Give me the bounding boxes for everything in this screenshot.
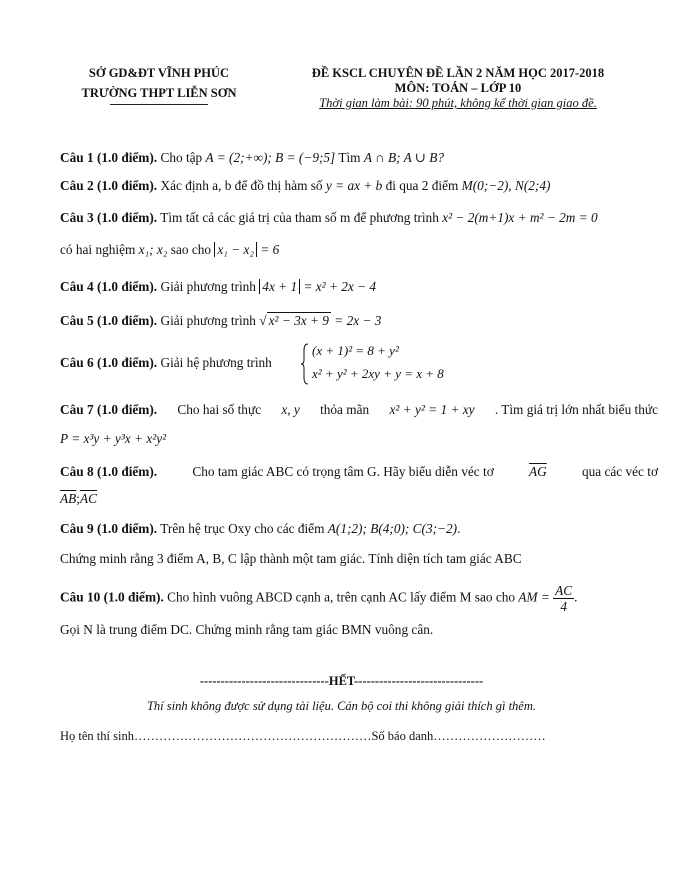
fraction-numerator: AC xyxy=(555,583,573,598)
question-8-line2 xyxy=(60,491,97,507)
question-10-line2 xyxy=(60,622,433,638)
question-math: A(1;2); B(4;0); C(3;−2) xyxy=(327,521,458,536)
question-text: Gọi N là trung điểm DC. Chứng minh rằng tam giác BMN vuông cân. xyxy=(60,622,434,637)
question-text: . xyxy=(457,521,461,536)
question-text: Giải phương trình xyxy=(160,313,256,328)
question-9-line2 xyxy=(60,551,522,567)
sqrt-expression: √ x² − 3x + 9 xyxy=(259,313,329,328)
question-math: x₁; x₂ xyxy=(138,242,168,257)
question-2 xyxy=(60,178,550,194)
absolute-value-expression: x₁ − x₂ xyxy=(214,242,257,257)
question-text: có hai nghiệm xyxy=(60,242,136,257)
question-math: x, y xyxy=(281,402,300,417)
question-text: Giải phương trình xyxy=(160,279,256,294)
question-text: Tìm tất cả các giá trị của tham số m để phương trình xyxy=(160,210,439,225)
question-label: Câu 6 (1.0 điểm). xyxy=(60,355,158,370)
question-1 xyxy=(60,150,444,166)
question-math: x² + y² = 1 + xy xyxy=(389,402,475,417)
question-text: Xác định a, b để đồ thị hàm số xyxy=(160,178,323,193)
fraction xyxy=(553,583,574,614)
question-label: Câu 10 (1.0 điểm). xyxy=(60,589,164,605)
question-9 xyxy=(60,521,460,537)
question-text: Giải hệ phương trình xyxy=(160,355,272,370)
vector-symbol: $\overline{AB}$ xyxy=(60,491,77,506)
question-text: qua các véc tơ xyxy=(581,464,658,479)
org-name-line1: SỞ GD&ĐT VĨNH PHÚC xyxy=(88,66,230,80)
question-7-line2 xyxy=(60,431,166,447)
question-text: . xyxy=(574,589,578,605)
exam-subject: MÔN: TOÁN – LỚP 10 xyxy=(394,81,522,95)
question-math: M(0;−2), N(2;4) xyxy=(461,178,551,193)
question-text: Tìm xyxy=(338,150,361,165)
question-math: y = ax + b xyxy=(325,178,383,193)
fraction-denominator: 4 xyxy=(560,599,567,614)
question-3 xyxy=(60,210,598,226)
candidate-info-line: Họ tên thí sinh…………………………………………………Số báo danh……………………… xyxy=(60,729,546,743)
question-text: sao cho xyxy=(170,242,212,257)
question-text: đi qua 2 điểm xyxy=(385,178,459,193)
question-text: Cho hai số thực xyxy=(177,402,262,417)
vector-symbol: $\overline{AG}$ xyxy=(528,464,547,479)
question-math: AM = xyxy=(518,589,550,605)
vector-symbol: $\overline{AC}$ xyxy=(79,491,97,506)
separator: ; xyxy=(76,491,80,506)
question-math: x² − 2(m+1)x + m² − 2m = 0 xyxy=(442,210,598,225)
question-math: P = x³y + y³x + x²y² xyxy=(60,431,167,446)
header-rule xyxy=(110,104,208,105)
org-name-line2: TRƯỜNG THPT LIỄN SƠN xyxy=(81,86,237,100)
system-equation-2: x² + y² + 2xy + y = x + 8 xyxy=(312,366,444,381)
question-label: Câu 9 (1.0 điểm). xyxy=(60,521,158,536)
question-label: Câu 7 (1.0 điểm). xyxy=(60,402,158,417)
question-label: Câu 4 (1.0 điểm). xyxy=(60,279,158,294)
question-label: Câu 5 (1.0 điểm). xyxy=(60,313,158,328)
question-label: Câu 1 (1.0 điểm). xyxy=(60,150,158,165)
question-text: thỏa mãn xyxy=(320,402,370,417)
question-7 xyxy=(60,402,658,418)
question-label: Câu 3 (1.0 điểm). xyxy=(60,210,158,225)
end-mark: -------------------------------HẾT------------------------------- xyxy=(199,674,484,688)
question-5 xyxy=(60,313,381,329)
footer-note: Thí sinh không được sử dụng tài liệu. Cán bộ coi thi không giải thích gì thêm. xyxy=(146,699,537,713)
question-math: = 2x − 3 xyxy=(334,313,382,328)
equation-system xyxy=(300,342,450,386)
question-math: A ∩ B; A ∪ B? xyxy=(363,150,445,165)
question-text: Cho tập xyxy=(160,150,203,165)
sqrt-radicand: x² − 3x + 9 xyxy=(268,313,329,328)
question-4 xyxy=(60,279,376,295)
question-math: A = (2;+∞); B = (−9;5] xyxy=(205,150,336,165)
question-10 xyxy=(60,583,578,614)
system-equation-1: (x + 1)² = 8 + y² xyxy=(312,343,399,358)
question-8 xyxy=(60,464,658,480)
question-text: Trên hệ trục Oxy cho các điểm xyxy=(160,521,325,536)
question-math: = x² + 2x − 4 xyxy=(303,279,377,294)
question-3-line2 xyxy=(60,242,279,258)
question-label: Câu 2 (1.0 điểm). xyxy=(60,178,158,193)
question-label: Câu 8 (1.0 điểm). xyxy=(60,464,158,479)
absolute-value-expression: 4x + 1 xyxy=(259,279,300,294)
question-text: Cho tam giác ABC có trọng tâm G. Hãy biểu diễn véc tơ xyxy=(192,464,494,479)
question-text: Chứng minh rằng 3 điểm A, B, C lập thành một tam giác. Tính diện tích tam giác ABC xyxy=(60,551,522,566)
exam-time-note: Thời gian làm bài: 90 phút, không kể thời gian giao đề. xyxy=(319,96,597,110)
question-6 xyxy=(60,355,272,371)
question-text: . Tìm giá trị lớn nhất biểu thức xyxy=(494,402,658,417)
brace-icon xyxy=(300,342,310,386)
question-math: = 6 xyxy=(260,242,280,257)
question-text: Cho hình vuông ABCD cạnh a, trên cạnh AC lấy điểm M sao cho xyxy=(167,589,516,605)
exam-title: ĐỀ KSCL CHUYÊN ĐỀ LẦN 2 NĂM HỌC 2017-2018 xyxy=(311,66,605,80)
